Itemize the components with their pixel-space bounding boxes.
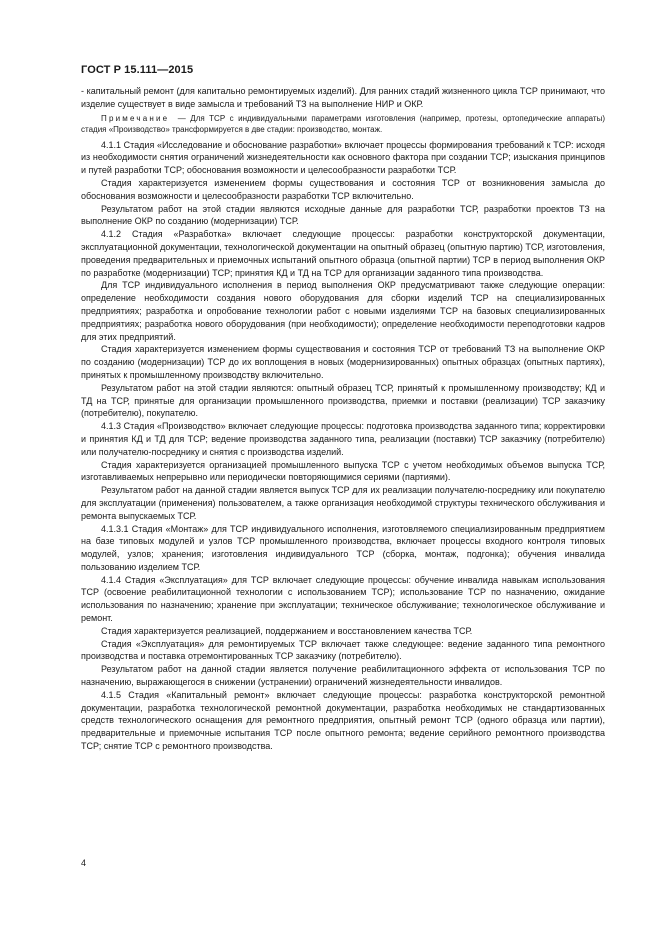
- paragraph: Результатом работ на данной стадии является получение реабилитационного эффекта от использования ТСР по назначению, выражающегося в снижении (устранении) ограничений жизнедеятельности инвалидов.: [81, 664, 605, 688]
- note-text: Для ТСР с индивидуальными параметрами изготовления (например, протезы, ортопедические аппараты) стадия «Производство» трансформируется в две стадии: производство, монтаж.: [81, 113, 605, 135]
- paragraph-4-1-2: 4.1.2 Стадия «Разработка» включает следующие процессы: разработки конструкторской документации, эксплуатационной документации, технологической документации на опытный образец (опытную партию) ТСР, изготовления, проведения предварительных и приемочных испытаний опытного образца (опытной партии) ТСР в период выполнения ОКР по разработке (модернизации) ТСР; принятия КД и ТД на ТСР для организации заданного типа производства.: [81, 229, 605, 278]
- note-dash: —: [177, 113, 186, 123]
- paragraph: Стадия характеризуется организацией промышленного выпуска ТСР с учетом необходимых объемов выпуска ТСР, изготавливаемых непрерывно или периодически повторяющимися сериями (партиями).: [81, 459, 605, 483]
- paragraph: Стадия характеризуется реализацией, поддержанием и восстановлением качества ТСР.: [101, 625, 473, 636]
- paragraph: Стадия «Эксплуатация» для ремонтируемых ТСР включает также следующее: ведение заданного типа ремонтного производства и поставка отремонтированных ТСР заказчику (потребителю).: [81, 638, 605, 662]
- paragraph: Результатом работ на этой стадии являются: опытный образец ТСР, принятый к промышленному производству; КД и ТД на ТСР, принятые для организации промышленного производства, приемки и поставки (реализации) ТСР заказчику (потребителю), покупателю.: [81, 382, 605, 419]
- paragraph: Стадия характеризуется изменением формы существования и состояния ТСР от возникновения замысла до обоснования возможности и целесообразности разработки ТСР включительно.: [81, 177, 605, 201]
- page-number: 4: [81, 858, 87, 868]
- paragraph-4-1-1: 4.1.1 Стадия «Исследование и обоснование разработки» включает процессы формирования требований к ТСР: исходя из необходимости снятия ограничений жизнедеятельности как основного фактора при создании ТСР; изыскания принципов и путей разработки ТСР; обоснования возможности и целесообразности разработки ТСР.: [81, 139, 605, 176]
- note: [81, 113, 605, 136]
- paragraph-4-1-3: 4.1.3 Стадия «Производство» включает следующие процессы: подготовка производства заданного типа; корректировки и принятия КД и ТД для ТСР; ведение производства заданного типа, реализации (поставки) ТСР заказчику (потребителю) или получателю-посреднику и снятия с производства изделий.: [81, 421, 605, 457]
- paragraph: Результатом работ на этой стадии являются исходные данные для разработки ТСР, разработки проектов ТЗ на выполнение ОКР по созданию (модернизации) ТСР.: [81, 203, 605, 227]
- document-body: [81, 85, 605, 753]
- paragraph-4-1-5: 4.1.5 Стадия «Капитальный ремонт» включает следующие процессы: разработка конструкторской ремонтной документации, разработка технологической ремонтной документации, разработка необходимых не стандартизованных средств технологического оснащения для ремонтного предприятия, опытный ремонт ТСР (одного образца или партии), предварительные и приемочные испытания ТСР после опытного ремонта; ведение серийного ремонтного производства ТСР; снятие ТСР с ремонтного производства.: [81, 689, 605, 752]
- note-label: Примечание: [101, 113, 170, 123]
- paragraph: Результатом работ на данной стадии является выпуск ТСР для их реализации получателю-посреднику или покупателю для эксплуатации (применения) пользователем, а также организация необходимой структуры технического обслуживания и ремонта выпускаемых ТСР.: [81, 485, 605, 521]
- paragraph-intro: - капитальный ремонт (для капитально ремонтируемых изделий). Для ранних стадий жизненного цикла ТСР принимают, что изделие существует в виде замысла и требований ТЗ на выполнение НИР и ОКР.: [81, 86, 605, 109]
- paragraph-4-1-4: 4.1.4 Стадия «Эксплуатация» для ТСР включает следующие процессы: обучение инвалида навыкам использования ТСР (освоение реабилитационной технологии с использованием ТСР); использование ТСР по назначению, ожидание использования по назначению; хранение при эксплуатации; техническое обслуживание; технологическое обслуживание и ремонт.: [81, 574, 605, 624]
- document-header: ГОСТ Р 15.111—2015: [81, 64, 194, 76]
- paragraph: Стадия характеризуется изменением формы существования и состояния ТСР от требований ТЗ на выполнение ОКР по созданию (модернизации) ТСР до их воплощения в новых (модернизированных) опытных образцах (опытных партиях), принятых к промышленному производству включительно.: [81, 344, 605, 380]
- paragraph: Для ТСР индивидуального исполнения в период выполнения ОКР предусматривают также следующие операции: определение необходимости создания нового оборудования для сборки изделий ТСР на специализированных предприятиях; разработка и опробование технологии работ с новыми изделиями ТСР на базовых специализированных предприятиях; разработка нового оборудования (при необходимости); определение необходимости переподготовки кадров для этих предприятий.: [81, 280, 605, 342]
- paragraph-4-1-3-1: 4.1.3.1 Стадия «Монтаж» для ТСР индивидуального исполнения, изготовляемого специализированным предприятием на базе типовых модулей и узлов ТСР промышленного производства, включает процессы входного контроля типовых модулей, узлов; хранения; изготовления индивидуального ТСР (сборка, монтаж, подгонка); обучения инвалида пользованию изделием ТСР.: [81, 523, 605, 572]
